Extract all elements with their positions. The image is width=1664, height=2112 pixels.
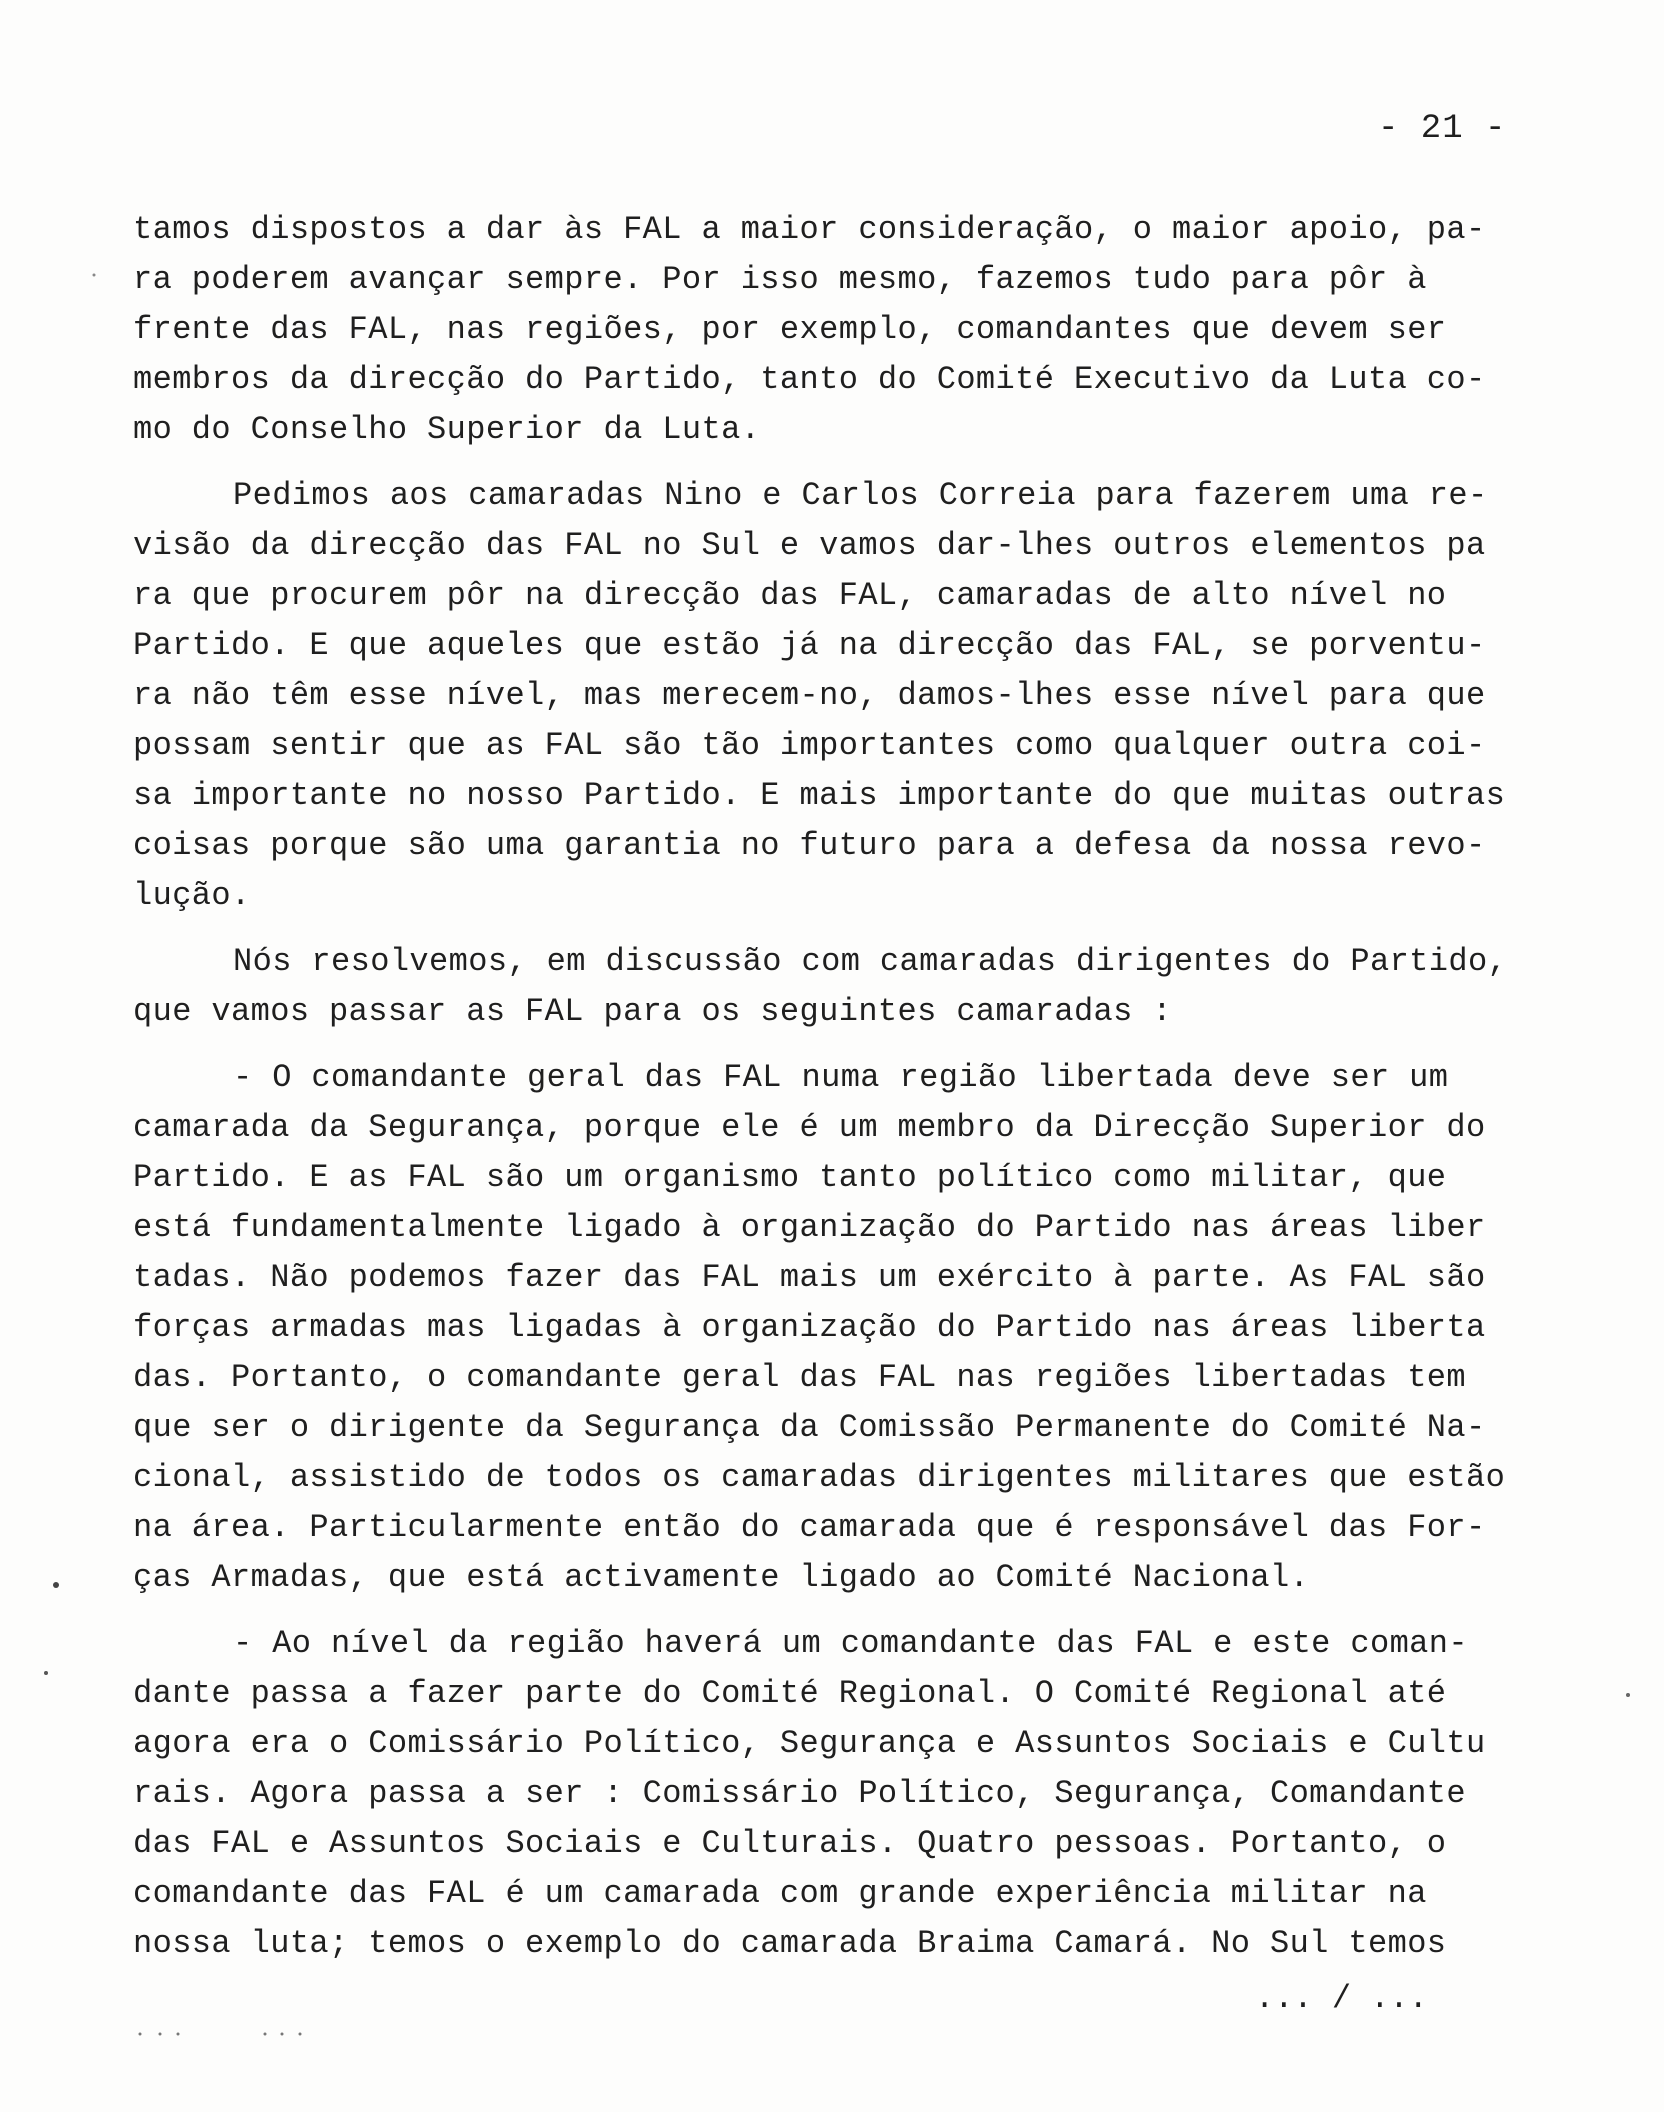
text-line: forças armadas mas ligadas à organização do Partido nas áreas liberta: [133, 1309, 1486, 1346]
text-line: visão da direcção das FAL no Sul e vamos dar-lhes outros elementos pa: [133, 527, 1486, 564]
paragraph: [133, 1053, 1533, 1603]
page-number: - 21 -: [1378, 110, 1507, 148]
text-line: que ser o dirigente da Segurança da Comissão Permanente do Comité Na-: [133, 1409, 1486, 1446]
text-line: das. Portanto, o comandante geral das FAL nas regiões libertadas tem: [133, 1359, 1467, 1396]
text-line: membros da direcção do Partido, tanto do Comité Executivo da Luta co-: [133, 361, 1486, 398]
text-line: ra não têm esse nível, mas merecem-no, damos-lhes esse nível para que: [133, 677, 1486, 714]
text-line: - Ao nível da região haverá um comandante das FAL e este coman-: [233, 1625, 1468, 1662]
text-line: mo do Conselho Superior da Luta.: [133, 411, 761, 448]
text-line: tadas. Não podemos fazer das FAL mais um exército à parte. As FAL são: [133, 1259, 1486, 1296]
text-line: cional, assistido de todos os camaradas dirigentes militares que estão: [133, 1459, 1506, 1496]
body-text: [133, 205, 1533, 1985]
text-line: sa importante no nosso Partido. E mais importante do que muitas outras: [133, 777, 1506, 814]
text-line: dante passa a fazer parte do Comité Regional. O Comité Regional até: [133, 1675, 1447, 1712]
continuation-mark: ... / ...: [1255, 1980, 1428, 2017]
paragraph: [133, 471, 1533, 921]
text-line: Pedimos aos camaradas Nino e Carlos Correia para fazerem uma re-: [233, 477, 1488, 514]
paragraph: [133, 1619, 1533, 1969]
text-line: Partido. E que aqueles que estão já na direcção das FAL, se porventu-: [133, 627, 1486, 664]
text-line: está fundamentalmente ligado à organização do Partido nas áreas liber: [133, 1209, 1486, 1246]
text-line: rais. Agora passa a ser : Comissário Político, Segurança, Comandante: [133, 1775, 1467, 1812]
text-line: Nós resolvemos, em discussão com camaradas dirigentes do Partido,: [233, 943, 1508, 980]
text-line: nossa luta; temos o exemplo do camarada Braima Camará. No Sul temos: [133, 1925, 1447, 1962]
text-line: coisas porque são uma garantia no futuro para a defesa da nossa revo-: [133, 827, 1486, 864]
text-line: tamos dispostos a dar às FAL a maior consideração, o maior apoio, pa-: [133, 211, 1486, 248]
text-line: comandante das FAL é um camarada com grande experiência militar na: [133, 1875, 1427, 1912]
text-line: que vamos passar as FAL para os seguintes camaradas :: [133, 993, 1172, 1030]
text-line: na área. Particularmente então do camarada que é responsável das For-: [133, 1509, 1486, 1546]
text-line: ra que procurem pôr na direcção das FAL, camaradas de alto nível no: [133, 577, 1447, 614]
text-line: ças Armadas, que está activamente ligado ao Comité Nacional.: [133, 1559, 1310, 1596]
paragraph: [133, 937, 1533, 1037]
text-line: das FAL e Assuntos Sociais e Culturais. Quatro pessoas. Portanto, o: [133, 1825, 1447, 1862]
text-line: ra poderem avançar sempre. Por isso mesmo, fazemos tudo para pôr à: [133, 261, 1427, 298]
text-line: lução.: [133, 877, 251, 914]
text-line: camarada da Segurança, porque ele é um membro da Direcção Superior do: [133, 1109, 1486, 1146]
text-line: agora era o Comissário Político, Segurança e Assuntos Sociais e Cultu: [133, 1725, 1486, 1762]
text-line: Partido. E as FAL são um organismo tanto político como militar, que: [133, 1159, 1447, 1196]
text-line: possam sentir que as FAL são tão importantes como qualquer outra coi-: [133, 727, 1486, 764]
paragraph: [133, 205, 1533, 455]
text-line: - O comandante geral das FAL numa região libertada deve ser um: [233, 1059, 1449, 1096]
text-line: frente das FAL, nas regiões, por exemplo, comandantes que devem ser: [133, 311, 1447, 348]
